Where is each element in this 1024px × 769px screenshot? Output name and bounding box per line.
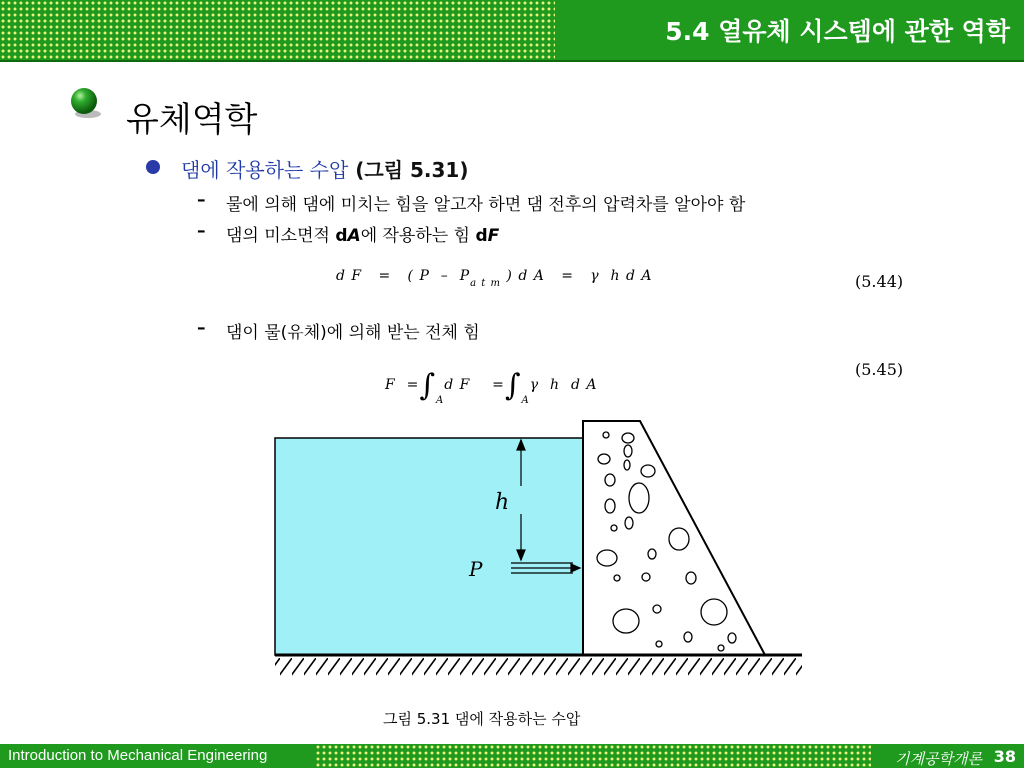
footer-course-korean: 기계공학개론 [895,750,982,768]
equation-number-5-45: (5.45) [855,360,904,379]
sub2-A: A [347,226,361,246]
figure-caption: 그림 5.31 댐에 작용하는 수압 [383,710,581,728]
sub-bullet-2 [226,221,499,246]
eq2-int1-sub: A [436,395,445,406]
integral-icon: ∫ [504,368,522,403]
eq2-mid: d F = [444,377,505,393]
ground-hatch [275,657,802,685]
footer-dot-pattern [315,744,871,768]
slide-title: 유체역학 [126,100,258,140]
integral-icon: ∫ [419,368,436,403]
sub2-F: F [487,226,500,246]
page-number: 38 [993,747,1016,766]
sub2-text-b: 에 작용하는 힘 [360,226,476,246]
bullet-heading-main: 댐에 작용하는 수압 [181,158,349,182]
dam-figure [268,418,802,688]
header-divider [0,60,1024,62]
eq1-lhs: d F = ( P – P [336,268,471,284]
sub2-d2: d [475,226,488,246]
dam-wall [583,421,765,655]
sub2-text-a: 댐의 미소면적 [226,226,336,246]
eq1-subscript: a t m [470,278,501,289]
sub-bullet-1: 물에 의해 댐에 미치는 힘을 알고자 하면 댐 전후의 압력차를 알아야 함 [226,195,746,215]
sub2-d1: d [335,226,348,246]
water-body [275,438,583,655]
label-p: P [469,557,483,581]
dash-icon: – [197,190,206,210]
bullet-heading-ref: (그림 5.31) [348,158,469,182]
sub-bullet-3: 댐이 물(유체)에 의해 받는 전체 힘 [226,323,480,343]
label-h: h [495,490,510,515]
green-ball-icon [68,86,102,120]
header-dot-pattern [0,0,555,60]
bullet-dot-icon [146,160,160,174]
section-title: 5.4 열유체 시스템에 관한 역학 [665,17,1010,46]
eq1-rhs: ) d A = γ h d A [500,268,653,284]
footer-course-name: Introduction to Mechanical Engineering [8,747,268,764]
equation-5-44 [336,268,653,289]
equation-5-45 [385,362,598,406]
eq2-lhs: F = [385,377,420,393]
equation-number-5-44: (5.44) [855,272,904,291]
eq2-rhs: γ h d A [529,377,598,393]
dash-icon: – [197,221,206,241]
bullet-heading [181,154,468,183]
dash-icon: – [197,318,206,338]
eq2-int2-sub: A [521,395,530,406]
